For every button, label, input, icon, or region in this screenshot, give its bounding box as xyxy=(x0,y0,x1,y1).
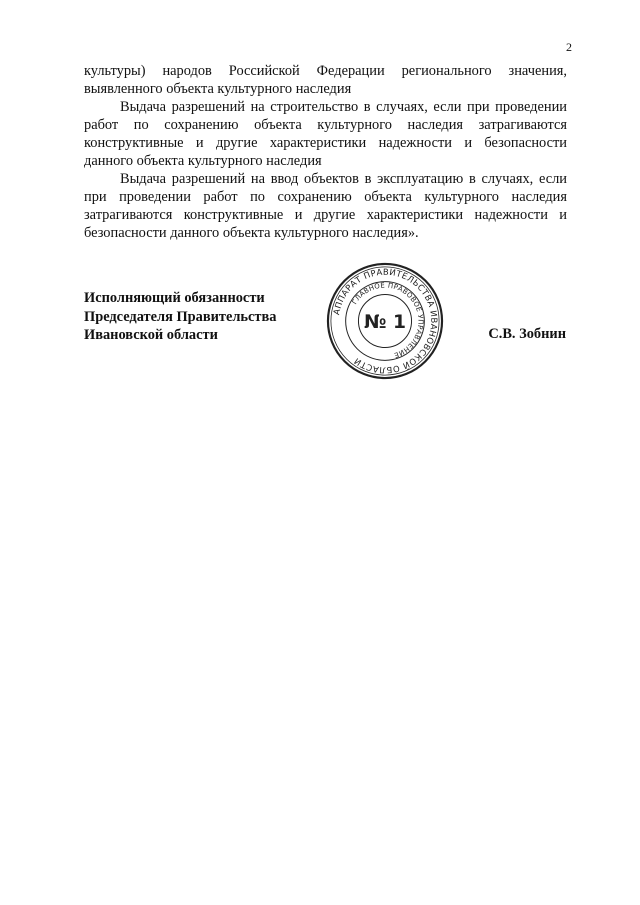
page-number: 2 xyxy=(566,40,572,54)
signatory-name: С.В. Зобнин xyxy=(488,326,566,342)
signatory-title-line-2: Председателя Правительства xyxy=(84,308,277,325)
paragraph-commissioning-permits: Выдача разрешений на ввод объектов в эксплуатацию в случаях, если при проведении работ по сохранению объекта культурного наследия затрагиваются конструктивные и другие характеристики надежности и безопасности данного объекта культурного наследия». xyxy=(84,171,567,241)
paragraph-continuation: культуры) народов Российской Федерации регионального значения, выявленного объекта культурного наследия xyxy=(84,63,567,97)
document-body xyxy=(84,62,567,242)
seal-outer-text: АППАРАТ ПРАВИТЕЛЬСТВА ИВАНОВСКОЙ ОБЛАСТИ xyxy=(331,266,440,376)
paragraph-construction-permits: Выдача разрешений на строительство в случаях, если при проведении работ по сохранению объекта культурного наследия затрагиваются конструктивные и другие характеристики надежности и безопасности данного объекта культурного наследия xyxy=(84,99,567,169)
signatory-title-line-1: Исполняющий обязанности xyxy=(84,290,265,306)
seal-inner-text: ГЛАВНОЕ ПРАВОВОЕ УПРАВЛЕНИЕ xyxy=(350,281,425,360)
signatory-title xyxy=(84,289,276,345)
seal-center-number: № 1 xyxy=(364,311,406,333)
official-seal-stamp xyxy=(326,262,444,380)
signatory-title-line-3: Ивановской области xyxy=(84,327,218,343)
